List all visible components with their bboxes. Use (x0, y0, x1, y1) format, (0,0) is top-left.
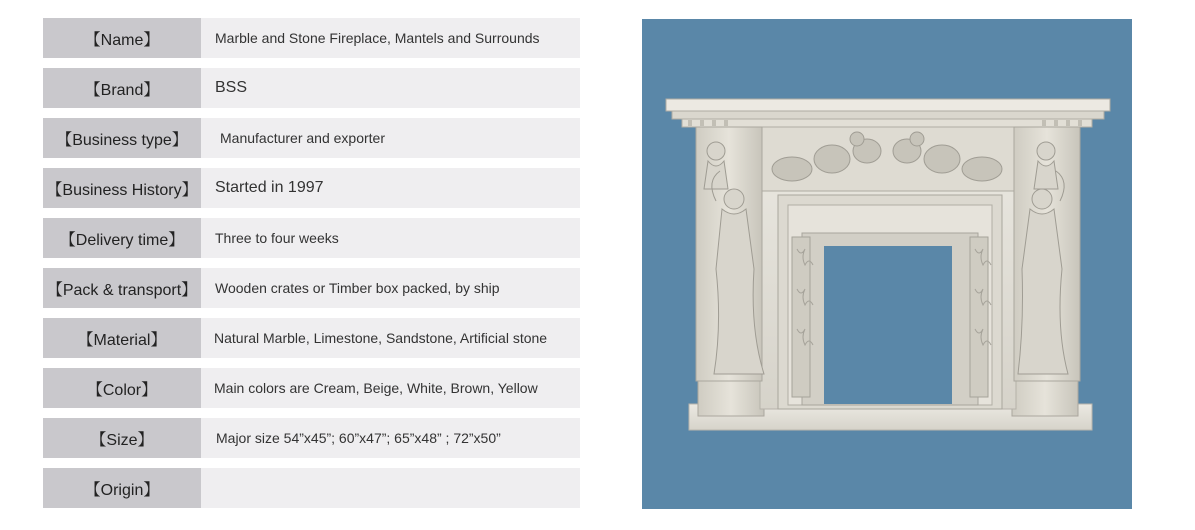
spec-row-color (43, 368, 580, 408)
spec-label: 【Business History】 (43, 168, 201, 208)
spec-label: 【Material】 (43, 318, 201, 358)
spec-value (201, 468, 580, 508)
spec-row-business-history (43, 168, 580, 208)
spec-value: Wooden crates or Timber box packed, by ship (201, 268, 580, 308)
spec-table (43, 18, 580, 518)
spec-label: 【Pack & transport】 (43, 268, 201, 308)
spec-row-pack-transport (43, 268, 580, 308)
spec-row-delivery-time (43, 218, 580, 258)
spec-value: Major size 54”x45”; 60”x47”; 65”x48” ; 72”x50” (201, 418, 580, 458)
spec-row-name (43, 18, 580, 58)
spec-row-size (43, 418, 580, 458)
spec-row-material (43, 318, 580, 358)
spec-label: 【Size】 (43, 418, 201, 458)
spec-value: Three to four weeks (201, 218, 580, 258)
fireplace-photo (642, 19, 1132, 509)
spec-label: 【Delivery time】 (43, 218, 201, 258)
spec-value: BSS (201, 68, 580, 108)
spec-label: 【Business type】 (43, 118, 201, 158)
spec-value: Natural Marble, Limestone, Sandstone, Artificial stone (201, 318, 580, 358)
spec-row-origin (43, 468, 580, 508)
spec-label: 【Color】 (43, 368, 201, 408)
spec-row-brand (43, 68, 580, 108)
spec-label: 【Brand】 (43, 68, 201, 108)
fireplace-illustration (642, 19, 1132, 509)
spec-value: Manufacturer and exporter (201, 118, 580, 158)
spec-value: Marble and Stone Fireplace, Mantels and Surrounds (201, 18, 580, 58)
spec-row-business-type (43, 118, 580, 158)
spec-label: 【Name】 (43, 18, 201, 58)
spec-label: 【Origin】 (43, 468, 201, 508)
spec-value: Main colors are Cream, Beige, White, Brown, Yellow (201, 368, 580, 408)
spec-value: Started in 1997 (201, 168, 580, 208)
